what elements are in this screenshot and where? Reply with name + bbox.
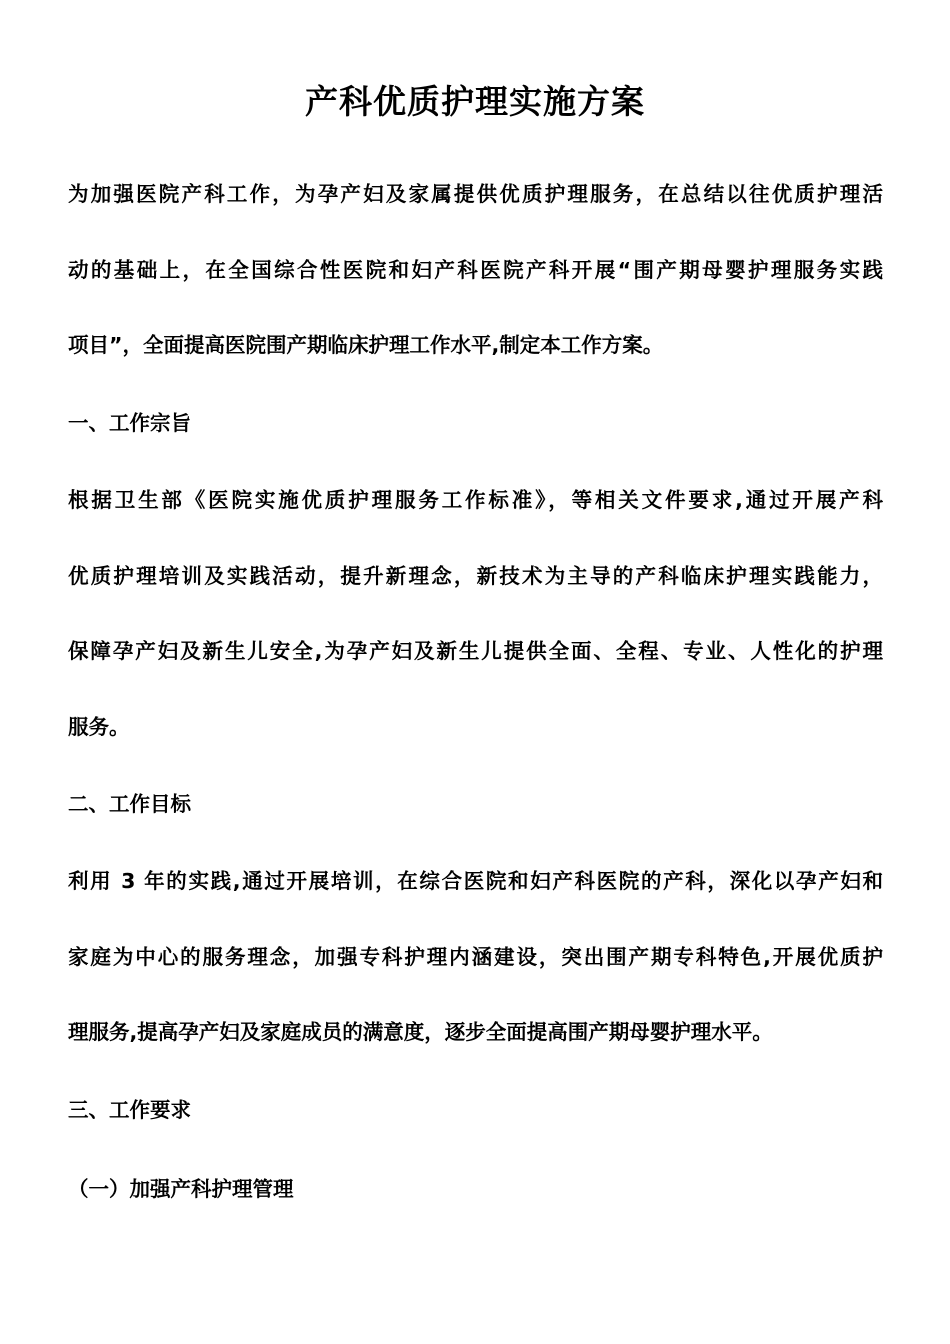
intro-paragraph-line-3: 项目”，全面提高医院围产期临床护理工作水平,制定本工作方案。	[68, 333, 664, 357]
goals-paragraph-line-2: 家庭为中心的服务理念，加强专科护理内涵建设，突出围产期专科特色,开展优质护	[68, 945, 883, 969]
intro-paragraph-line-2: 动的基础上，在全国综合性医院和妇产科医院产科开展“围产期母婴护理服务实践	[68, 258, 883, 282]
section-heading-requirements: 三、工作要求	[68, 1098, 191, 1122]
goals-paragraph-line-3: 理服务,提高孕产妇及家庭成员的满意度，逐步全面提高围产期母婴护理水平。	[68, 1020, 773, 1044]
purpose-paragraph-line-1: 根据卫生部《医院实施优质护理服务工作标准》，等相关文件要求,通过开展产科	[68, 488, 883, 512]
subsection-heading-management: （一）加强产科护理管理	[68, 1177, 294, 1201]
intro-paragraph-line-1: 为加强医院产科工作，为孕产妇及家属提供优质护理服务，在总结以往优质护理活	[68, 182, 883, 206]
purpose-paragraph-line-3: 保障孕产妇及新生儿安全,为孕产妇及新生儿提供全面、全程、专业、人性化的护理	[68, 639, 883, 663]
section-heading-goals: 二、工作目标	[68, 792, 191, 816]
purpose-paragraph-line-4: 服务。	[68, 715, 130, 739]
purpose-paragraph-line-2: 优质护理培训及实践活动，提升新理念，新技术为主导的产科临床护理实践能力，	[68, 564, 883, 588]
goals-paragraph-line-1: 利用 3 年的实践,通过开展培训，在综合医院和妇产科医院的产科，深化以孕产妇和	[68, 869, 883, 893]
document-title: 产科优质护理实施方案	[305, 82, 645, 121]
section-heading-purpose: 一、工作宗旨	[68, 411, 191, 435]
